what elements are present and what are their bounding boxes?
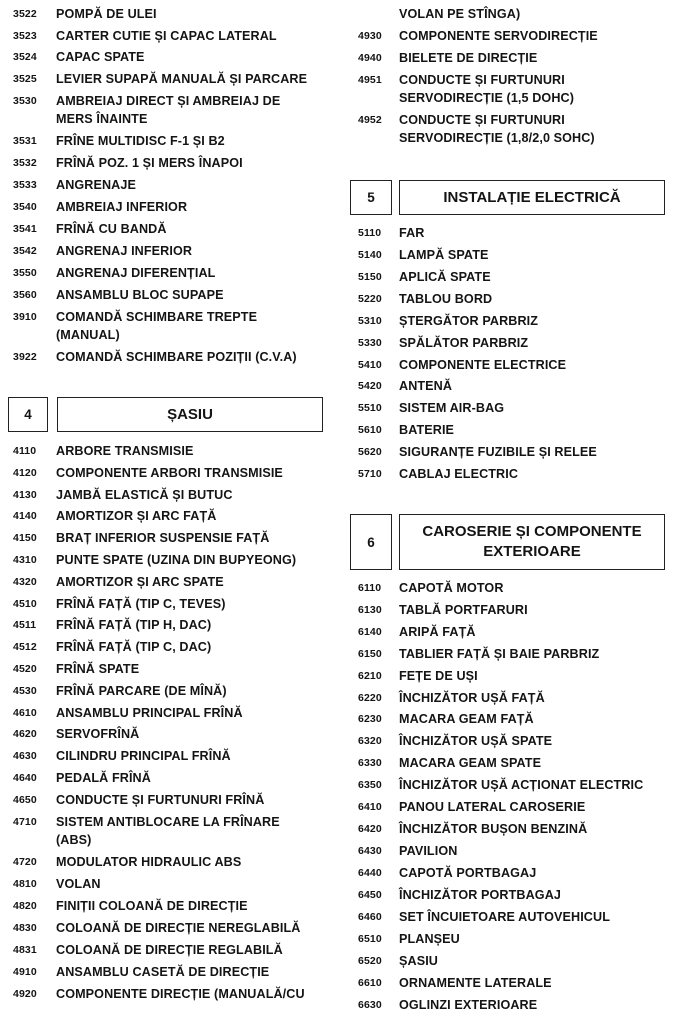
item-title: ÎNCHIZĂTOR UȘĂ FAȚĂ [399, 691, 545, 705]
item-title: COMANDĂ SCHIMBARE POZIȚII (C.V.A) [56, 350, 297, 364]
item-code: 4910 [13, 966, 37, 978]
item-code: 4630 [13, 750, 37, 762]
item-title: LEVIER SUPAPĂ MANUALĂ ȘI PARCARE [56, 72, 308, 86]
item-title: ÎNCHIZĂTOR UȘĂ ACȚIONAT ELECTRIC [399, 778, 644, 792]
item-title: FINIȚII COLOANĂ DE DIRECȚIE [56, 899, 248, 913]
item-title: COLOANĂ DE DIRECȚIE NEREGLABILĂ [56, 921, 301, 935]
item-code: 3522 [13, 8, 37, 20]
item-code: 6220 [358, 692, 382, 704]
item-code: 3525 [13, 73, 37, 85]
item-code: 5310 [358, 315, 382, 327]
item-title: AMBREIAJ DIRECT ȘI AMBREIAJ DE MERS ÎNAINTE [56, 94, 281, 126]
item-title: APLICĂ SPATE [399, 270, 491, 284]
item-title: CAPOTĂ PORTBAGAJ [399, 866, 537, 880]
item-title: ORNAMENTE LATERALE [399, 976, 552, 990]
item-code: 6140 [358, 626, 382, 638]
item-title: TABLĂ PORTFARURI [399, 603, 528, 617]
item-title: COLOANĂ DE DIRECȚIE REGLABILĂ [56, 943, 283, 957]
item-code: 4130 [13, 489, 37, 501]
item-code: 6330 [358, 757, 382, 769]
item-code: 3533 [13, 179, 37, 191]
section-title: ȘASIU [57, 397, 323, 432]
item-code: 4952 [358, 114, 382, 126]
item-title: ANGRENAJ INFERIOR [56, 244, 193, 258]
item-code: 4951 [358, 74, 382, 86]
item-title: JAMBĂ ELASTICĂ ȘI BUTUC [56, 488, 233, 502]
item-code: 5710 [358, 468, 382, 480]
item-title: COMANDĂ SCHIMBARE TREPTE (MANUAL) [56, 310, 258, 342]
item-code: 3550 [13, 267, 37, 279]
item-code: 3560 [13, 289, 37, 301]
item-code: 6410 [358, 801, 382, 813]
item-code: 6430 [358, 845, 382, 857]
item-title: BATERIE [399, 423, 455, 437]
item-code: 5510 [358, 402, 382, 414]
item-code: 4820 [13, 900, 37, 912]
item-code: 6450 [358, 889, 382, 901]
item-title: FRÎNĂ CU BANDĂ [56, 222, 167, 236]
item-title: VOLAN PE STÎNGA) [399, 7, 521, 21]
item-code: 4511 [13, 619, 37, 631]
item-code: 5110 [358, 227, 382, 239]
item-title: ANGRENAJ DIFERENȚIAL [56, 266, 216, 280]
item-title: ÎNCHIZĂTOR PORTBAGAJ [399, 888, 561, 902]
item-code: 3542 [13, 245, 37, 257]
section-number: 5 [350, 180, 392, 215]
item-title: PANOU LATERAL CAROSERIE [399, 800, 586, 814]
section-number: 6 [350, 514, 392, 570]
item-code: 4510 [13, 598, 37, 610]
item-code: 3540 [13, 201, 37, 213]
item-code: 6110 [358, 582, 382, 594]
item-code: 3541 [13, 223, 37, 235]
item-code: 4640 [13, 772, 37, 784]
item-title: BRAȚ INFERIOR SUSPENSIE FAȚĂ [56, 531, 270, 545]
item-title: SERVOFRÎNĂ [56, 727, 140, 741]
item-title: FRÎNĂ PARCARE (DE MÎNĂ) [56, 684, 227, 698]
item-title: ANTENĂ [399, 379, 453, 393]
item-title: ARBORE TRANSMISIE [56, 444, 194, 458]
item-title: ANSAMBLU CASETĂ DE DIRECȚIE [56, 965, 270, 979]
item-title: FRÎNĂ FAȚĂ (TIP H, DAC) [56, 618, 212, 632]
item-code: 4610 [13, 707, 37, 719]
item-code: 6130 [358, 604, 382, 616]
item-code: 5140 [358, 249, 382, 261]
item-title: VOLAN [56, 877, 101, 891]
item-title: TABLIER FAȚĂ ȘI BAIE PARBRIZ [399, 647, 600, 661]
item-title: CILINDRU PRINCIPAL FRÎNĂ [56, 749, 231, 763]
item-code: 5330 [358, 337, 382, 349]
item-title: POMPĂ DE ULEI [56, 7, 157, 21]
item-code: 4830 [13, 922, 37, 934]
item-code: 4320 [13, 576, 37, 588]
item-title: COMPONENTE ELECTRICE [399, 358, 567, 372]
item-title: ANSAMBLU BLOC SUPAPE [56, 288, 224, 302]
item-code: 4110 [13, 445, 37, 457]
item-title: PUNTE SPATE (UZINA DIN BUPYEONG) [56, 553, 297, 567]
item-title: PLANȘEU [399, 932, 460, 946]
item-code: 4150 [13, 532, 37, 544]
item-title: ÎNCHIZĂTOR BUȘON BENZINĂ [399, 822, 588, 836]
section-title-line: CAROSERIE ȘI COMPONENTE [422, 523, 642, 540]
item-title: CONDUCTE ȘI FURTUNURI SERVODIRECȚIE (1,5 DOHC) [399, 73, 575, 105]
item-title: ȘASIU [399, 954, 438, 968]
item-title: MACARA GEAM FAȚĂ [399, 712, 534, 726]
item-code: 6510 [358, 933, 382, 945]
item-title: LAMPĂ SPATE [399, 248, 489, 262]
item-title: ANGRENAJE [56, 178, 136, 192]
item-code: 5420 [358, 380, 382, 392]
item-code: 5220 [358, 293, 382, 305]
item-code: 4920 [13, 988, 37, 1000]
section-title [399, 514, 665, 570]
item-title: MODULATOR HIDRAULIC ABS [56, 855, 242, 869]
item-code: 4940 [358, 52, 382, 64]
item-code: 4720 [13, 856, 37, 868]
item-code: 4810 [13, 878, 37, 890]
item-title: BIELETE DE DIRECȚIE [399, 51, 538, 65]
item-code: 3922 [13, 351, 37, 363]
item-title: CABLAJ ELECTRIC [399, 467, 519, 481]
item-title: COMPONENTE SERVODIRECȚIE [399, 29, 598, 43]
item-code: 6150 [358, 648, 382, 660]
section-number: 4 [8, 397, 48, 432]
item-title: ÎNCHIZĂTOR UȘĂ SPATE [399, 734, 553, 748]
item-title: SPĂLĂTOR PARBRIZ [399, 336, 529, 350]
item-code: 6350 [358, 779, 382, 791]
item-title: FRÎNĂ POZ. 1 ȘI MERS ÎNAPOI [56, 156, 243, 170]
item-title: ANSAMBLU PRINCIPAL FRÎNĂ [56, 706, 243, 720]
item-title: FRÎNĂ SPATE [56, 662, 140, 676]
item-code: 5410 [358, 359, 382, 371]
item-title: PAVILION [399, 844, 458, 858]
item-title: CONDUCTE ȘI FURTUNURI SERVODIRECȚIE (1,8/2,0 SOHC) [399, 113, 595, 145]
item-code: 3910 [13, 311, 37, 323]
item-code: 4512 [13, 641, 37, 653]
item-title: FAR [399, 226, 425, 240]
item-title: FEȚE DE UȘI [399, 669, 478, 683]
item-title: FRÎNĂ FAȚĂ (TIP C, TEVES) [56, 597, 226, 611]
section-title-line: EXTERIOARE [483, 543, 581, 560]
item-code: 6610 [358, 977, 382, 989]
item-code: 4120 [13, 467, 37, 479]
item-title: OGLINZI EXTERIOARE [399, 998, 538, 1012]
item-title: SISTEM AIR-BAG [399, 401, 505, 415]
item-title: FRÎNĂ FAȚĂ (TIP C, DAC) [56, 640, 212, 654]
item-code: 6230 [358, 713, 382, 725]
item-code: 3532 [13, 157, 37, 169]
item-title: COMPONENTE DIRECȚIE (MANUALĂ/CU [56, 987, 305, 1001]
item-code: 4930 [358, 30, 382, 42]
item-code: 6520 [358, 955, 382, 967]
item-code: 4831 [13, 944, 37, 956]
item-code: 4520 [13, 663, 37, 675]
item-code: 6630 [358, 999, 382, 1011]
item-code: 4650 [13, 794, 37, 806]
item-title: AMORTIZOR ȘI ARC FAȚĂ [56, 509, 217, 523]
item-title: TABLOU BORD [399, 292, 493, 306]
item-code: 5610 [358, 424, 382, 436]
item-title: CAPOTĂ MOTOR [399, 581, 504, 595]
item-title: SISTEM ANTIBLOCARE LA FRÎNARE (ABS) [56, 815, 280, 847]
item-code: 6420 [358, 823, 382, 835]
item-code: 6460 [358, 911, 382, 923]
section-title: INSTALAȚIE ELECTRICĂ [399, 180, 665, 215]
item-code: 3530 [13, 95, 37, 107]
item-code: 6440 [358, 867, 382, 879]
item-code: 4620 [13, 728, 37, 740]
item-title: MACARA GEAM SPATE [399, 756, 542, 770]
item-title: SET ÎNCUIETOARE AUTOVEHICUL [399, 910, 610, 924]
item-title: PEDALĂ FRÎNĂ [56, 771, 151, 785]
item-code: 6210 [358, 670, 382, 682]
item-title: CARTER CUTIE ȘI CAPAC LATERAL [56, 29, 277, 43]
item-code: 5150 [358, 271, 382, 283]
item-title: SIGURANȚE FUZIBILE ȘI RELEE [399, 445, 597, 459]
item-title: CAPAC SPATE [56, 50, 145, 64]
item-code: 5620 [358, 446, 382, 458]
item-code: 3524 [13, 51, 37, 63]
item-code: 3531 [13, 135, 37, 147]
item-title: ȘTERGĂTOR PARBRIZ [399, 314, 539, 328]
item-code: 4140 [13, 510, 37, 522]
item-code: 6320 [358, 735, 382, 747]
item-title: COMPONENTE ARBORI TRANSMISIE [56, 466, 283, 480]
item-title: AMORTIZOR ȘI ARC SPATE [56, 575, 224, 589]
item-title: AMBREIAJ INFERIOR [56, 200, 188, 214]
item-title: CONDUCTE ȘI FURTUNURI FRÎNĂ [56, 793, 265, 807]
item-code: 3523 [13, 30, 37, 42]
item-code: 4530 [13, 685, 37, 697]
item-code: 4710 [13, 816, 37, 828]
item-title: ARIPĂ FAȚĂ [399, 625, 476, 639]
item-title: FRÎNE MULTIDISC F-1 ȘI B2 [56, 134, 225, 148]
item-code: 4310 [13, 554, 37, 566]
